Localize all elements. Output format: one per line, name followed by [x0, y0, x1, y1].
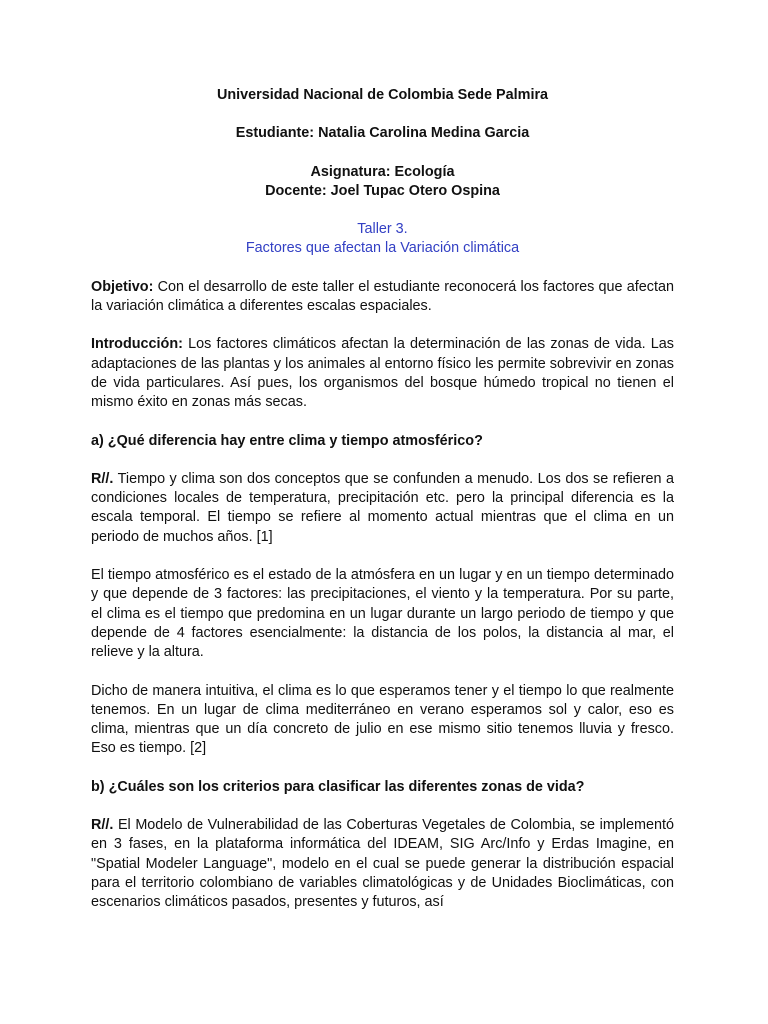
workshop-title: Taller 3.	[357, 221, 408, 238]
answer-b-label: R//.	[91, 817, 114, 834]
answer-b-paragraph	[91, 816, 674, 912]
subject-line: Asignatura: Ecología	[310, 163, 455, 180]
document-page	[91, 86, 674, 913]
introduction-paragraph	[91, 335, 674, 412]
introduction-label: Introducción:	[91, 336, 183, 353]
introduction-text: Los factores climáticos afectan la determinación de las zonas de vida. Las adaptaciones de las plantas y los animales al entorno físico les permite sobrevivir en zonas de vida particulares. Así pues, los organismos del bosque húmedo tropical no tienen el mismo éxito en zonas más secas.	[91, 336, 674, 411]
teacher-line: Docente: Joel Tupac Otero Ospina	[265, 182, 500, 199]
objective-label: Objetivo:	[91, 278, 154, 295]
objective-text: Con el desarrollo de este taller el estudiante reconocerá los factores que afectan la variación climática a diferentes escalas espaciales.	[91, 278, 674, 315]
answer-a-paragraph	[91, 470, 674, 547]
workshop-topic: Factores que afectan la Variación climática	[245, 240, 520, 257]
answer-b-text: El Modelo de Vulnerabilidad de las Coberturas Vegetales de Colombia, se implementó en 3 fases, en la plataforma informática del IDEAM, SIG Arc/Info y Erdas Imagine, en "Spatial Modeler Language", modelo en el cual se puede generar la distribución espacial para el territorio colombiano de variables climatológicas y de Unidades Bioclimáticas, con escenarios climáticos pasados, presentes y futuros, así	[91, 817, 674, 911]
objective-paragraph	[91, 278, 674, 317]
question-a: a) ¿Qué diferencia hay entre clima y tiempo atmosférico?	[91, 432, 483, 449]
question-b: b) ¿Cuáles son los criterios para clasificar las diferentes zonas de vida?	[91, 778, 585, 795]
answer-a-text: Tiempo y clima son dos conceptos que se confunden a menudo. Los dos se refieren a condiciones locales de temperatura, precipitación etc. pero la principal diferencia es la escala temporal. El tiempo se refiere al momento actual mientras que el clima en un periodo de muchos años. [1]	[91, 470, 674, 545]
answer-a-paragraph-3: Dicho de manera intuitiva, el clima es lo que esperamos tener y el tiempo lo que realmente tenemos. En un lugar de clima mediterráneo en verano esperamos sol y calor, eso es clima, mientras que un día concreto de julio en ese mismo sitio tenemos lluvia y fresco. Eso es tiempo. [2]	[91, 682, 674, 757]
student-name: Estudiante: Natalia Carolina Medina Garcia	[235, 125, 530, 142]
answer-a-label: R//.	[91, 470, 114, 487]
university-heading: Universidad Nacional de Colombia Sede Palmira	[216, 87, 549, 103]
answer-a-paragraph-2: El tiempo atmosférico es el estado de la atmósfera en un lugar y en un tiempo determinado y que depende de 3 factores: las precipitaciones, el viento y la temperatura. Por su parte, el clima es el tiempo que predomina en un lugar durante un largo periodo de tiempo y que depende de 4 factores esencialmente: la distancia de los polos, la distancia al mar, el relieve y la altura.	[91, 567, 674, 661]
